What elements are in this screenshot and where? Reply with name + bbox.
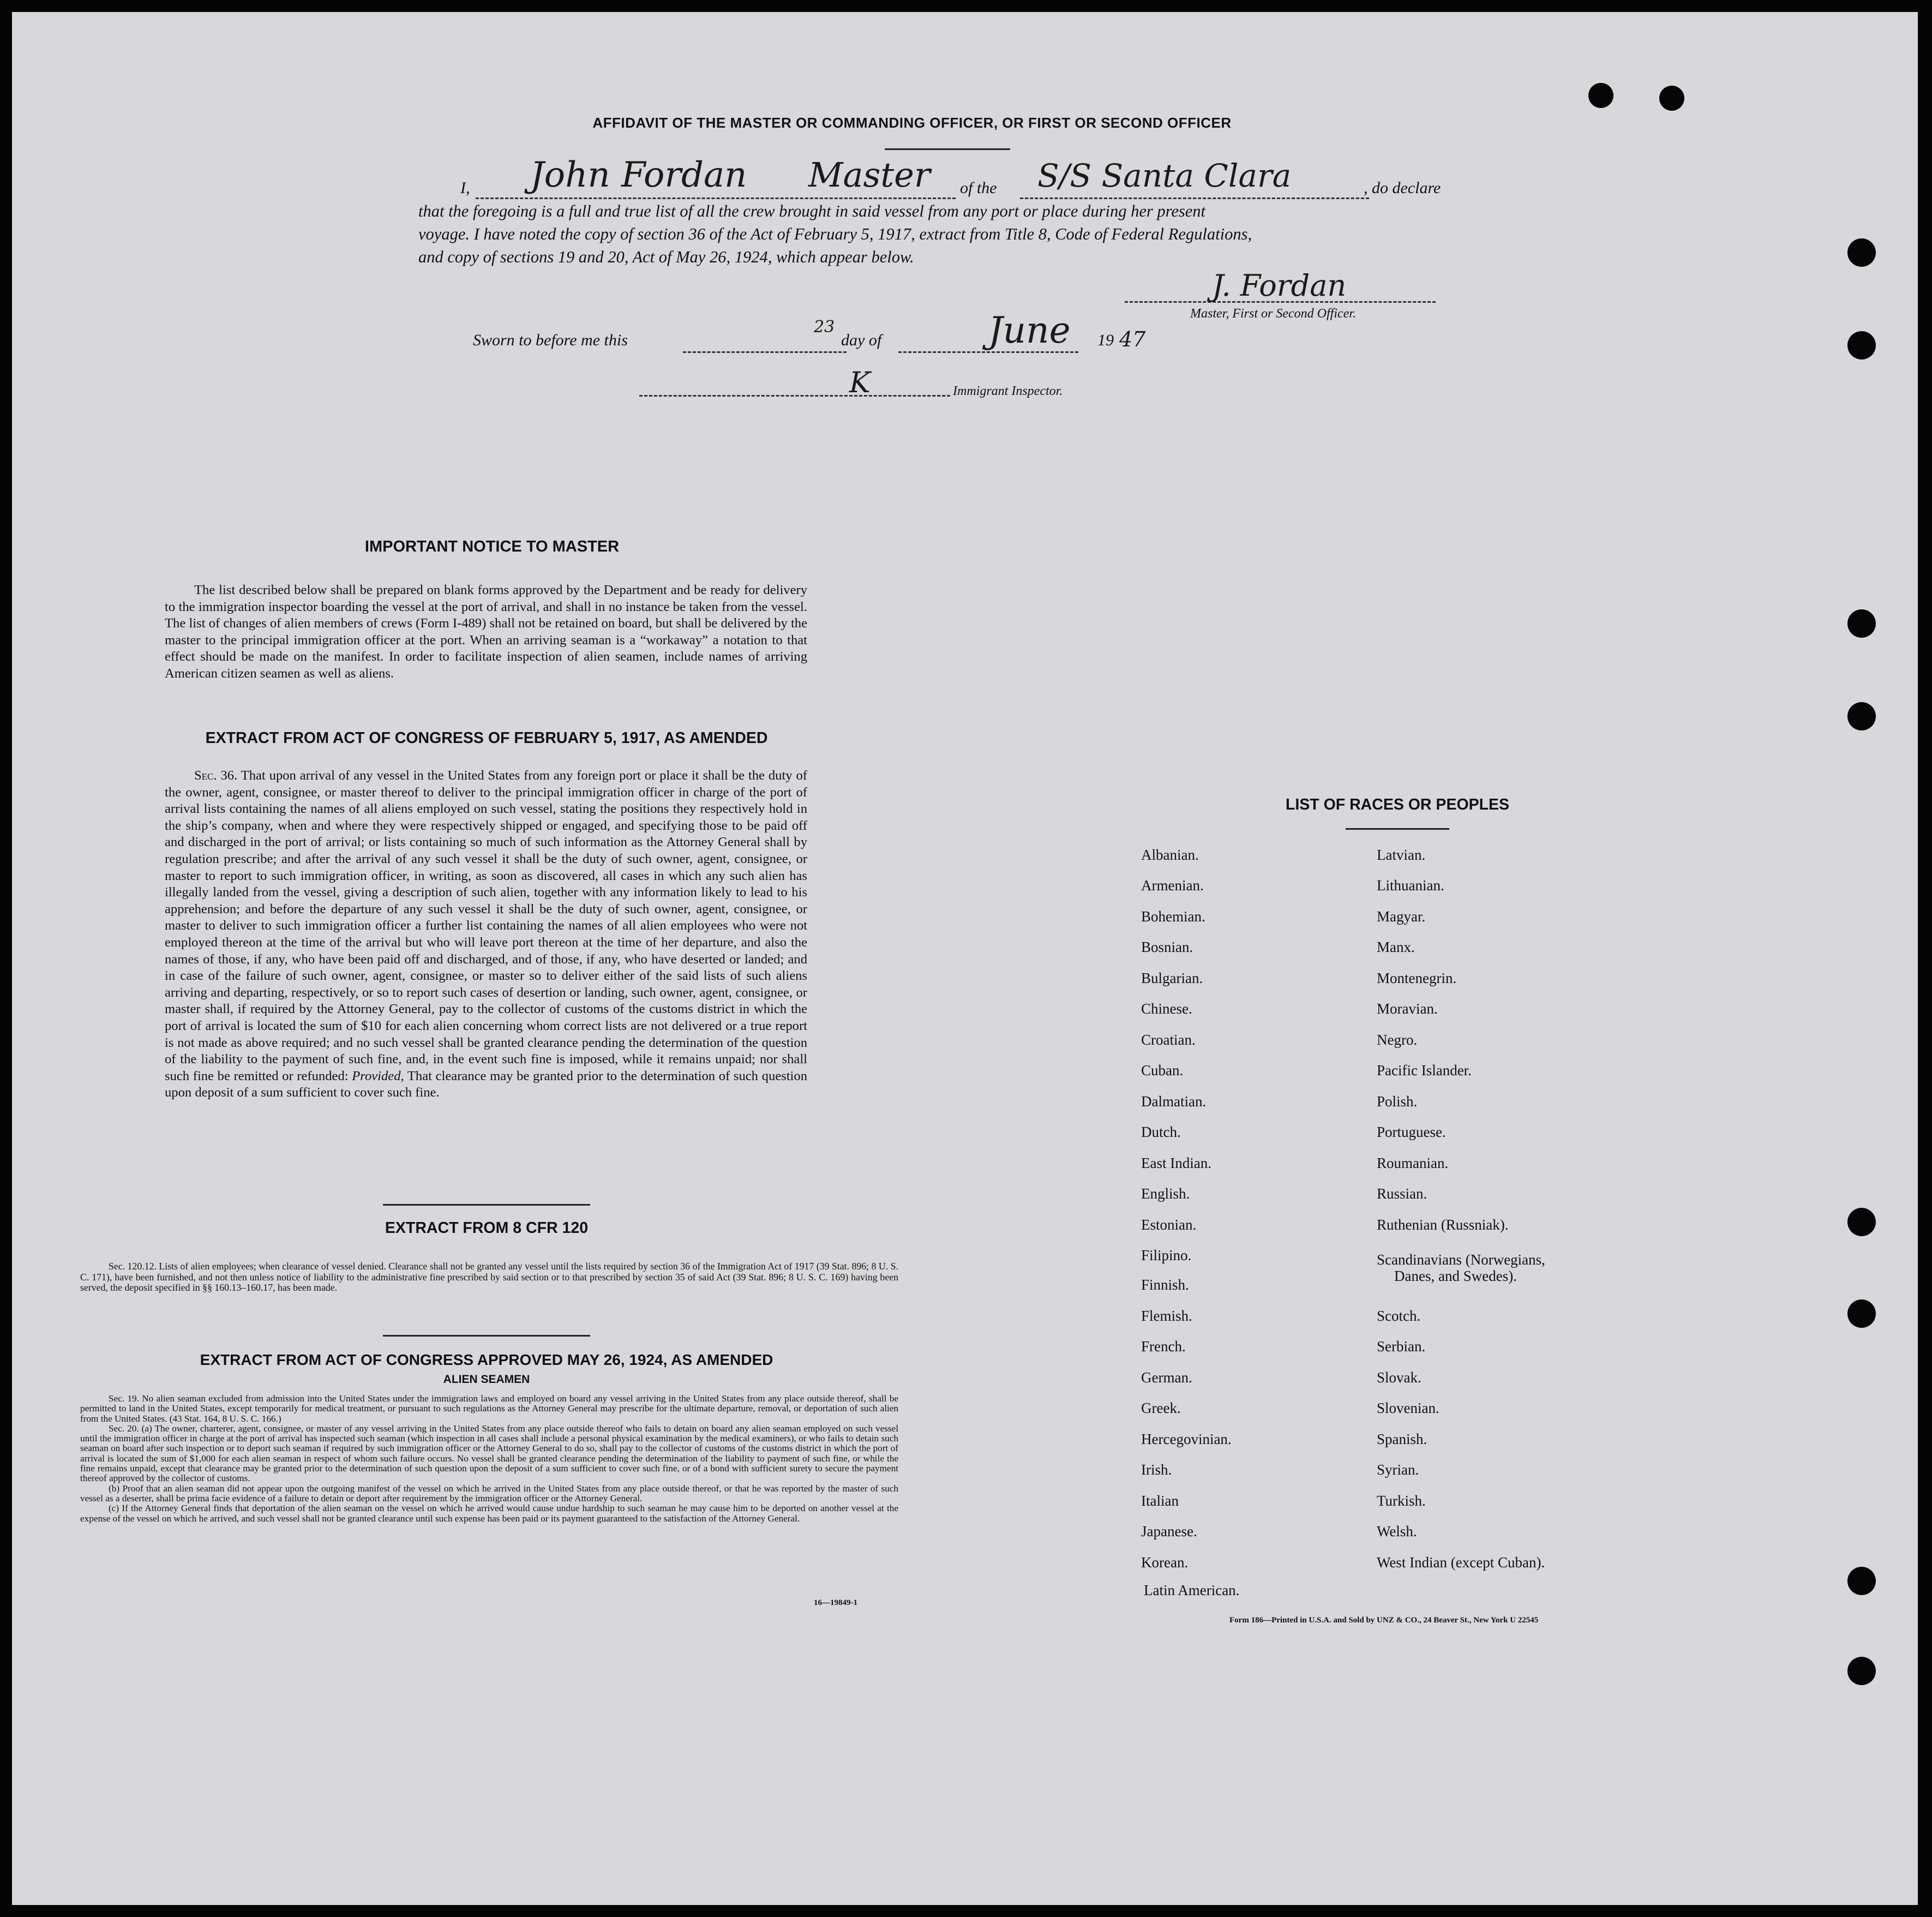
- sworn-label: Sworn to before me this: [473, 331, 628, 349]
- handwritten-month: June: [988, 309, 1071, 351]
- race-item: Croatian.: [1141, 1032, 1196, 1048]
- race-item: Bulgarian.: [1141, 970, 1203, 986]
- signer-label: Master, First or Second Officer.: [1190, 307, 1356, 321]
- race-item: Spanish.: [1377, 1431, 1427, 1447]
- race-item: Scandinavians (Norwegians,: [1377, 1251, 1545, 1268]
- extract-1924-subtitle: ALIEN SEAMEN: [443, 1373, 530, 1386]
- race-item: German.: [1141, 1369, 1192, 1386]
- race-item: Slovenian.: [1377, 1400, 1439, 1416]
- punch-hole: [1847, 609, 1876, 638]
- races-title-rule: [1346, 828, 1449, 830]
- handwritten-name: John Fordan: [530, 155, 747, 195]
- race-item: Korean.: [1141, 1554, 1189, 1571]
- race-item: Albanian.: [1141, 847, 1199, 863]
- punch-hole: [1659, 86, 1684, 111]
- punch-hole: [1588, 83, 1613, 108]
- section-rule: [383, 1335, 590, 1337]
- race-item: Filipino.: [1141, 1247, 1192, 1263]
- punch-hole: [1847, 1299, 1876, 1328]
- handwritten-vessel: S/S Santa Clara: [1037, 157, 1292, 194]
- sec-20b-text: (b) Proof that an alien seaman did not appear upon the outgoing manifest of the vessel on which he arrived in the United States from any place outside thereof, or that he was reported by the master of such vessel as a deserter, shall be prima facie evidence of a failure to detain or deport after requirement by the immigration officer or the Attorney General.: [80, 1483, 898, 1503]
- race-item: Japanese.: [1141, 1523, 1197, 1539]
- sec-20c-text: (c) If the Attorney General finds that deportation of the alien seaman on the vessel on which he arrived would cause undue hardship to such seaman he may cause him to be deported on another vessel at the expense of the vessel on which he arrived, and such vessel shall not be granted clearance until such expense has been paid or its payment guaranteed to the satisfaction of the Attorney General.: [80, 1503, 898, 1524]
- sec-20a-text: Sec. 20. (a) The owner, charterer, agent, consignee, or master of any vessel arriving in the United States from any place outside thereof who fails to detain on board any alien seaman employed on such vessel until the immigration officer in charge at the port of arrival has inspected such seaman (which inspection in all cases shall include a personal physical examination by the medical examiners), or who fails to detain such seaman on board after such inspection or to deport such seaman if required by such immigration officer or the Attorney General to do so, shall pay to the collector of customs of the customs district in which the port of arrival is located the sum of $1,000 for each alien seaman in respect of whom such failure occurs. No vessel shall be granted clearance pending the determination of the liability to payment of such fine, or while the fine remains unpaid, except that clearance may be granted prior to the determination of such question upon the deposit of a sum sufficient to cover such fine, or of a bond with sufficient surety to secure the payment thereof approved by the collector of customs.: [80, 1423, 898, 1484]
- race-item: English.: [1141, 1185, 1190, 1202]
- handwritten-day: 23: [814, 317, 835, 337]
- race-item: Russian.: [1377, 1185, 1427, 1202]
- provided-text: That clearance may be granted prior to the determination of such question upon deposit of a sum sufficient to cover such fine.: [165, 1068, 807, 1100]
- race-item: Turkish.: [1377, 1493, 1426, 1509]
- declarant-line: [460, 179, 470, 197]
- race-item: Greek.: [1141, 1400, 1181, 1416]
- inspector-line: [639, 395, 950, 397]
- race-item: Flemish.: [1141, 1308, 1192, 1324]
- race-item: Hercegovinian.: [1141, 1431, 1232, 1447]
- affidavit-title: AFFIDAVIT OF THE MASTER OR COMMANDING OFFICER, OR FIRST OR SECOND OFFICER: [592, 115, 1232, 131]
- punch-hole: [1847, 238, 1876, 267]
- race-item: Cuban.: [1141, 1062, 1184, 1079]
- race-item: Manx.: [1377, 939, 1415, 955]
- extract-cfr-body: Sec. 120.12. Lists of alien employees; when clearance of vessel denied. Clearance shall not be granted any vessel until the lists required by section 36 of the Immigration Act of 1917 (39 Stat. 896; 8 U. S. C. 171), have been furnished, and not then unless notice of liability to the administrative fine prescribed by said section or to that prescribed by section 35 of said Act (39 Stat. 896; 8 U. S. C. 169) having been served, the deposit specified in §§ 160.13–160.17, has been made.: [80, 1261, 898, 1293]
- provided-word: Provided,: [352, 1068, 404, 1083]
- race-item: Irish.: [1141, 1461, 1172, 1478]
- affidavit-body-line: and copy of sections 19 and 20, Act of May 26, 1924, which appear below.: [418, 248, 914, 266]
- notice-title: IMPORTANT NOTICE TO MASTER: [364, 538, 620, 555]
- race-item: Italian: [1141, 1493, 1179, 1509]
- sworn-day-line: [683, 351, 847, 353]
- race-item: Portuguese.: [1377, 1124, 1446, 1140]
- year-prefix: 19: [1097, 331, 1114, 349]
- race-item: Montenegrin.: [1377, 970, 1457, 986]
- extract-1924-title: EXTRACT FROM ACT OF CONGRESS APPROVED MAY 26, 1924, AS AMENDED: [200, 1351, 773, 1368]
- affidavit-body-line: that the foregoing is a full and true list of all the crew brought in said vessel from any port or place during her present: [418, 202, 1206, 220]
- race-item: Roumanian.: [1377, 1155, 1449, 1171]
- section-rule: [383, 1204, 590, 1206]
- extract-1924-body: [80, 1394, 898, 1524]
- extract-1917-body: [165, 768, 807, 1101]
- inspector-label: Immigrant Inspector.: [953, 384, 1063, 398]
- race-item: Moravian.: [1377, 1001, 1438, 1017]
- race-item: Slovak.: [1377, 1369, 1421, 1386]
- document-page: [12, 12, 1918, 1905]
- sec-19-text: Sec. 19. No alien seaman excluded from admission into the United States under the immigration laws and employed on board any vessel arriving in the United States from any place outside thereof, shall be permitted to land in the United States, except temporarily for medical treatment, or pursuant to such regulations as the Attorney General may prescribe for the ultimate departure, removal, or deportation of such alien from the United States. (43 Stat. 164, 8 U. S. C. 166.): [80, 1393, 898, 1424]
- section-text: That upon arrival of any vessel in the United States from any foreign port or place it shall be the duty of the owner, agent, consignee, or master thereof to deliver to the principal immigration officer in charge of the port of arrival lists containing the names of all aliens employed on such vessel, stating the positions they respectively hold in the ship’s company, when and where they were respectively shipped or engaged, and specifying those to be paid off and discharged in the port of arrival; or lists containing so much of such information as the Attorney General shall by regulation prescribe; and after the arrival of any such vessel it shall be the duty of such owner, agent, consignee, or master to report to such immigration officer, in writing, as soon as discovered, all cases in which any such alien has illegally landed from the vessel, giving a description of such alien, together with any information likely to lead to his apprehension; and before the departure of any such vessel it shall be the duty of such owner, agent, consignee, or master to deliver to such immigration officer a further list containing the names of all alien employees who were not employed thereon at the time of the arrival but who will leave port thereon at the time of her departure, and also the names of those, if any, who have been paid off and discharged, and of those, if any, who have deserted or landed; and in case of the failure of such owner, agent, consignee, or master so to deliver either of the said lists of such aliens arriving and departing, respectively, or so to report such cases of desertion or landing, such owner, agent, consignee, or master shall, if required by the Attorney General, pay to the collector of customs of the customs district in which the port of arrival is located the sum of $10 for each alien concerning whom correct lists are not delivered or a true report is not made as above required; and no such vessel shall be granted clearance pending the determination of the question of the liability to the payment of such fine, and, in the event such fine is imposed, while it remains unpaid; nor shall such fine be remitted or refunded:: [165, 768, 807, 1083]
- punch-hole: [1847, 1567, 1876, 1595]
- i-label: I,: [460, 179, 470, 197]
- races-title: LIST OF RACES OR PEOPLES: [1285, 796, 1510, 813]
- do-declare-label: , do declare: [1364, 179, 1441, 197]
- race-item: Chinese.: [1141, 1001, 1192, 1017]
- extract-cfr-title: EXTRACT FROM 8 CFR 120: [385, 1219, 589, 1237]
- race-item: Dutch.: [1141, 1124, 1181, 1140]
- punch-hole: [1847, 702, 1876, 730]
- race-item: Serbian.: [1377, 1338, 1426, 1355]
- race-item: Scotch.: [1377, 1308, 1421, 1324]
- extract-1917-title: EXTRACT FROM ACT OF CONGRESS OF FEBRUARY 5, 1917, AS AMENDED: [205, 729, 768, 747]
- printer-imprint: Form 186—Printed in U.S.A. and Sold by UNZ & CO., 24 Beaver St., New York U 22545: [1229, 1616, 1539, 1625]
- race-item: East Indian.: [1141, 1155, 1211, 1171]
- race-item: Latin American.: [1144, 1582, 1240, 1598]
- race-item: West Indian (except Cuban).: [1377, 1554, 1545, 1571]
- race-item: Pacific Islander.: [1377, 1062, 1472, 1079]
- race-item: Dalmatian.: [1141, 1093, 1207, 1110]
- race-item: Magyar.: [1377, 908, 1426, 925]
- race-item: French.: [1141, 1338, 1186, 1355]
- race-item: Armenian.: [1141, 877, 1204, 894]
- day-of-label: day of: [841, 331, 882, 349]
- punch-hole: [1847, 331, 1876, 360]
- race-item: Ruthenian (Russniak).: [1377, 1217, 1509, 1233]
- race-item: Lithuanian.: [1377, 877, 1444, 894]
- race-item: Negro.: [1377, 1032, 1418, 1048]
- title-rule: [885, 148, 1010, 150]
- handwritten-year: 47: [1119, 327, 1146, 351]
- punch-hole: [1847, 1208, 1876, 1236]
- handwritten-signature: J. Fordan: [1212, 268, 1347, 303]
- race-item: Danes, and Swedes).: [1394, 1268, 1517, 1284]
- handwritten-role: Master: [808, 155, 931, 195]
- race-item: Finnish.: [1141, 1277, 1189, 1293]
- affidavit-body-line: voyage. I have noted the copy of section 36 of the Act of February 5, 1917, extract from Title 8, Code of Federal Regulations,: [418, 225, 1252, 243]
- sworn-month-line: [898, 351, 1078, 353]
- name-field-line: [476, 197, 956, 199]
- race-item: Polish.: [1377, 1093, 1418, 1110]
- race-item: Estonian.: [1141, 1217, 1197, 1233]
- race-item: Syrian.: [1377, 1461, 1419, 1478]
- punch-hole: [1847, 1657, 1876, 1685]
- form-code: 16—19849-1: [814, 1598, 857, 1607]
- race-item: Bohemian.: [1141, 908, 1205, 925]
- race-item: Latvian.: [1377, 847, 1426, 863]
- race-item: Welsh.: [1377, 1523, 1417, 1539]
- section-label: Sec. 36.: [194, 768, 238, 783]
- of-the-label: of the: [960, 179, 997, 197]
- notice-body: The list described below shall be prepared on blank forms approved by the Department and be ready for delivery to the immigration inspector boarding the vessel at the port of arrival, and shall in no instance be taken from the vessel. The list of changes of alien members of crews (Form I-489) shall not be retained on board, but shall be delivered by the master to the principal immigration officer at the port. When an arriving seaman is a “workaway” a notation to that effect should be made on the manifest. In order to facilitate inspection of alien seamen, include names of arriving American citizen seamen as well as aliens.: [165, 583, 807, 681]
- handwritten-inspector-initial: K: [849, 367, 871, 399]
- vessel-field-line: [1020, 197, 1369, 199]
- race-item: Bosnian.: [1141, 939, 1193, 955]
